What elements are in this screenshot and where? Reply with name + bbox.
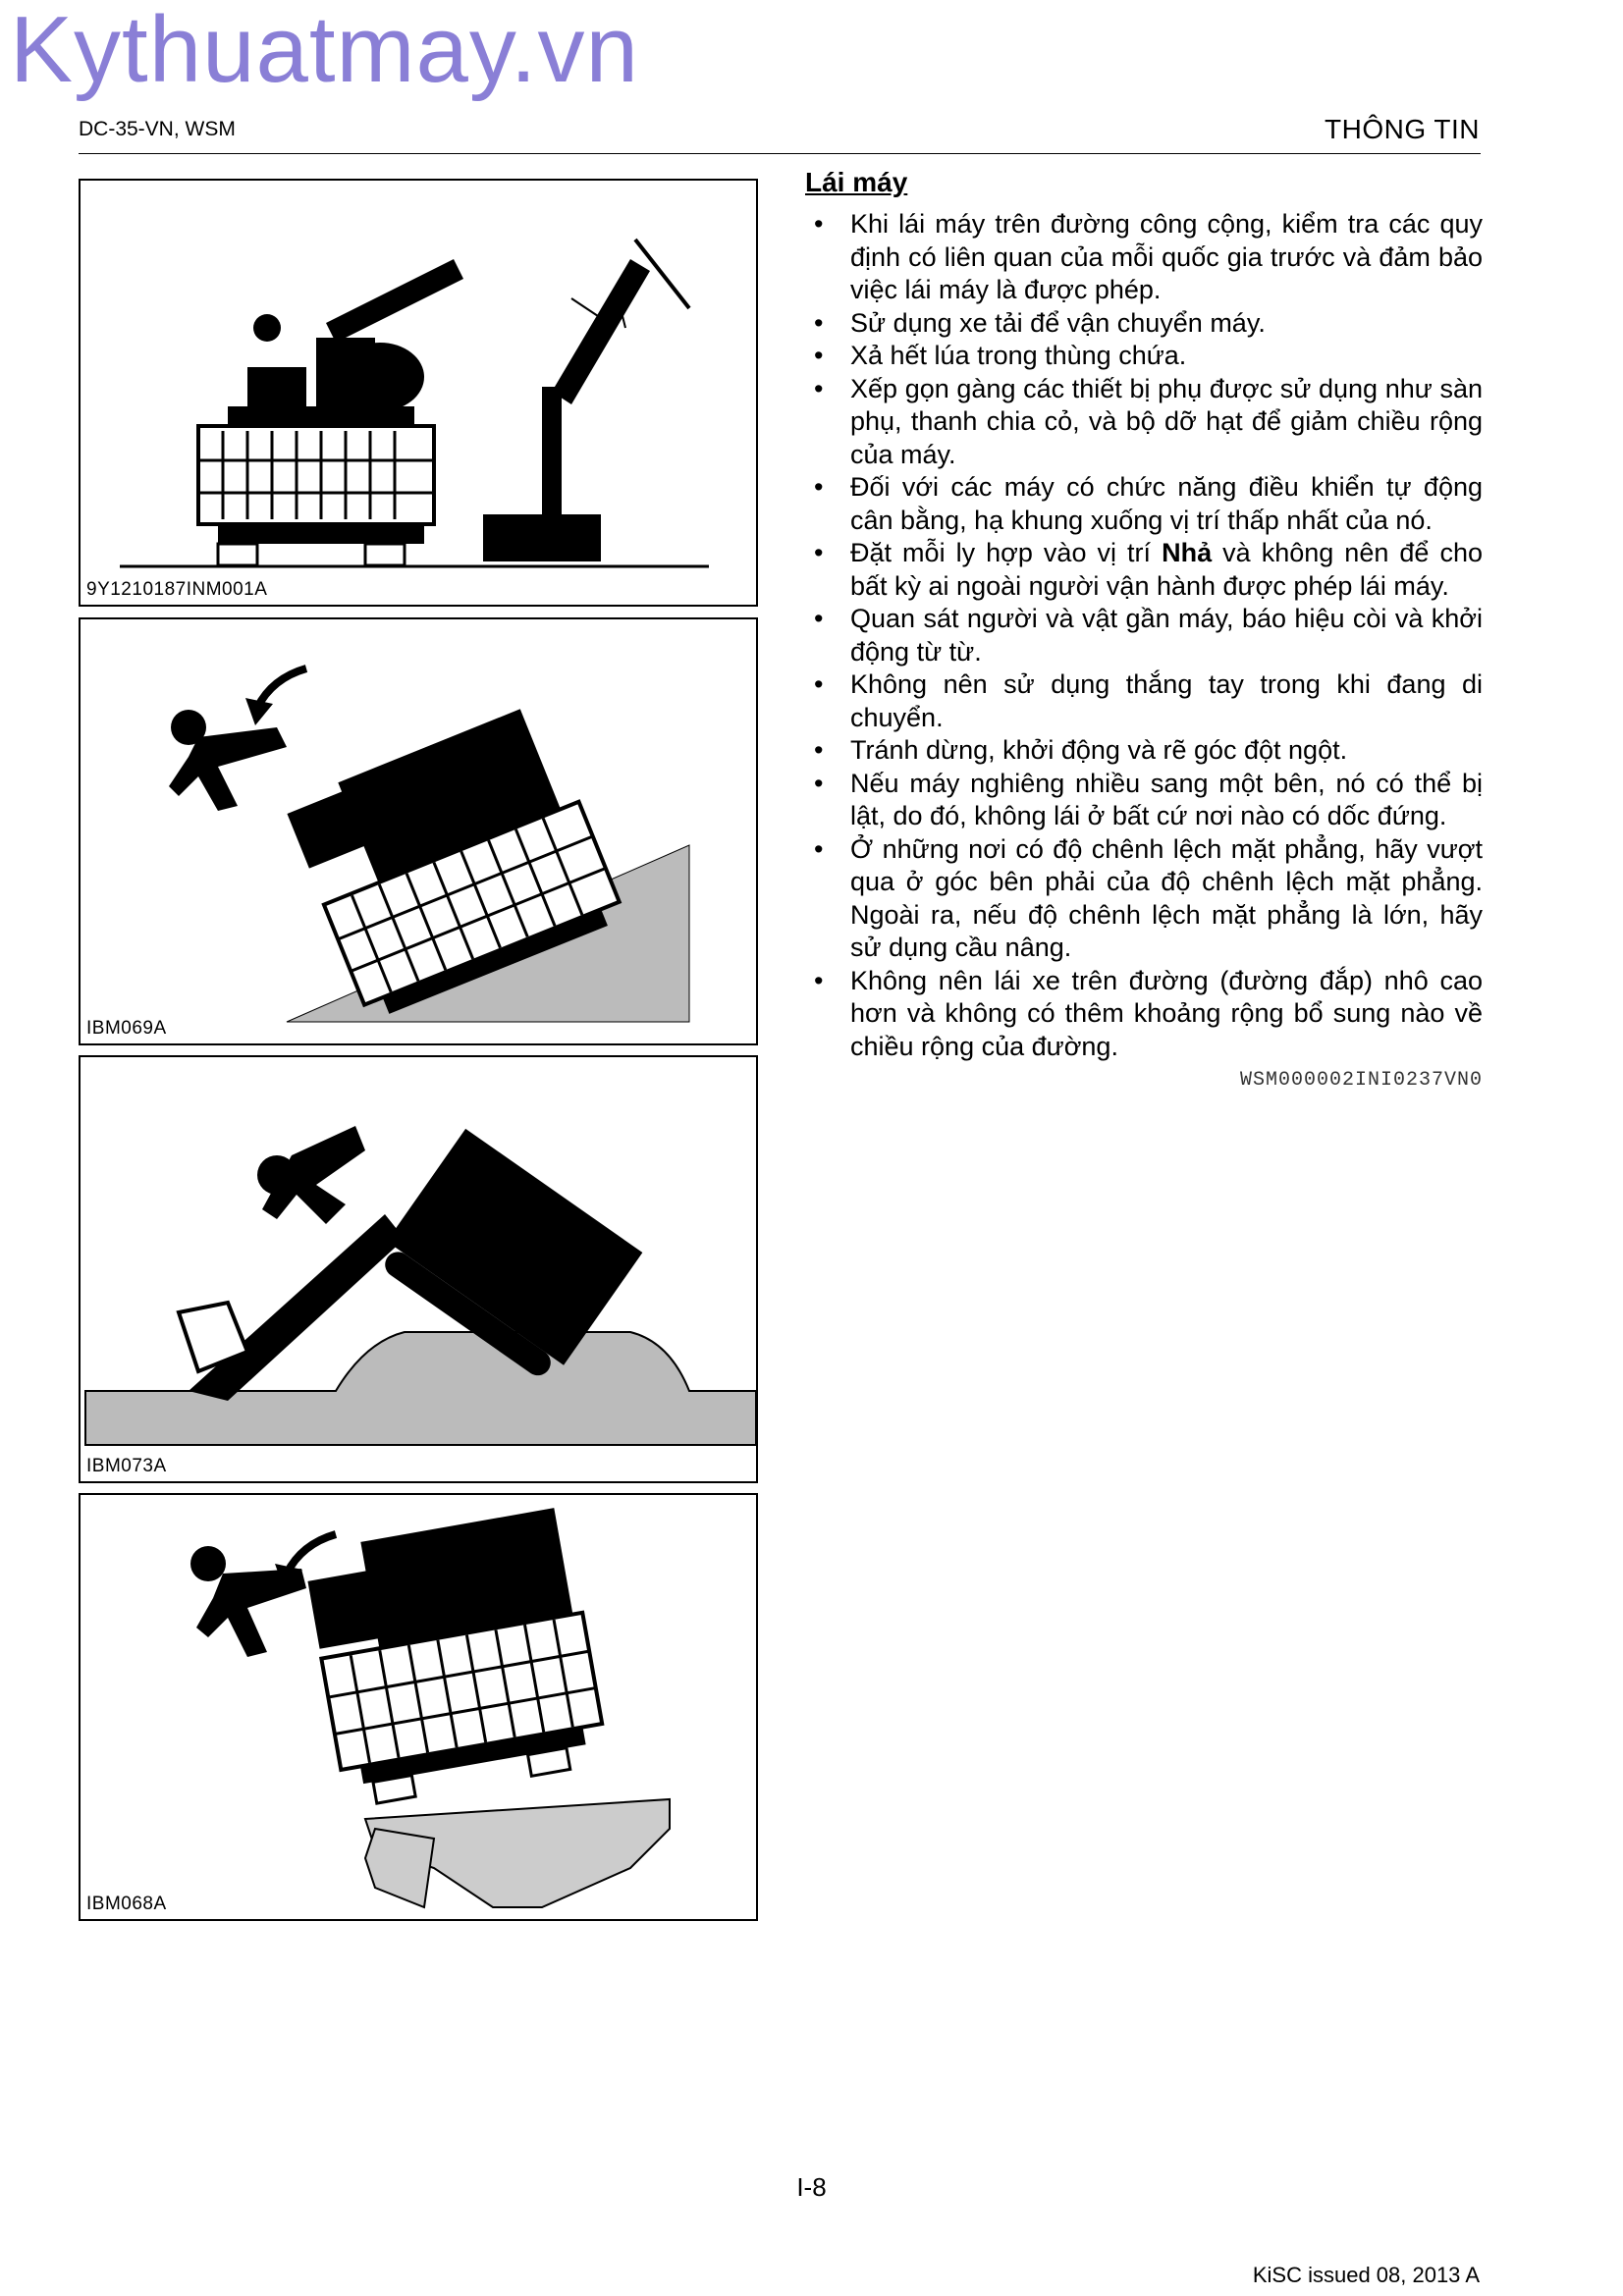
bullet-icon: • (814, 604, 824, 633)
bullet-icon: • (814, 209, 824, 239)
list-item: • Khi lái máy trên đường công cộng, kiểm tra các quy định có liên quan của mỗi quốc gia trước và đảm bảo việc lái máy là được phép. (814, 209, 1483, 304)
figure-caption: IBM073A (86, 1456, 167, 1476)
list-item: • Không nên sử dụng thắng tay trong khi đang di chuyển. (814, 669, 1483, 732)
driving-section (805, 167, 1483, 1092)
bullet-icon: • (814, 373, 824, 403)
figure-crane-lift (79, 179, 758, 607)
figure-slope-tipping (79, 617, 758, 1045)
list-item: • Xếp gọn gàng các thiết bị phụ được sử dụng như sàn phụ, thanh chia cỏ, và bộ dỡ hạt để giảm chiều rộng của máy. (814, 373, 1483, 469)
header-section-title: THÔNG TIN (1325, 114, 1480, 144)
bullet-icon: • (814, 735, 824, 765)
list-item: • Tránh dừng, khởi động và rẽ góc đột ngột. (805, 734, 1483, 768)
header-rule (79, 153, 1481, 154)
list-item: • Đặt mỗi ly hợp vào vị trí Nhả và không nên để cho bất kỳ ai ngoài người vận hành được phép lái máy. (814, 538, 1483, 601)
list-item: • Ở những nơi có độ chênh lệch mặt phẳng, hãy vượt qua ở góc bên phải của độ chênh lệch mặt phẳng. Ngoài ra, nếu độ chênh lệch mặt phẳng là lớn, hãy sử dụng cầu nâng. (814, 833, 1483, 962)
figure-caption: IBM068A (86, 1894, 167, 1914)
list-item: • Không nên lái xe trên đường (đường đắp) nhô cao hơn và không có thêm khoảng rộng bổ sung nào về chiều rộng của đường. (814, 965, 1483, 1061)
combine-crane-lift-illustration (81, 181, 756, 605)
list-item: • Quan sát người và vật gần máy, báo hiệu còi và khởi động từ từ. (814, 604, 1483, 667)
figure-obstacle-overturn (79, 1055, 758, 1483)
combine-falling-at-edge-illustration (81, 1495, 756, 1919)
watermark-logo: Kythuatmay.vn (10, 0, 639, 102)
figure-caption: 9Y1210187INM001A (86, 579, 268, 600)
bullet-icon: • (814, 833, 824, 864)
bullet-icon: • (814, 472, 824, 502)
list-item: • Xả hết lúa trong thùng chứa. (805, 340, 1483, 373)
combine-overturning-obstacle-illustration (81, 1057, 756, 1481)
figure-edge-fall (79, 1493, 758, 1921)
list-item: • Đối với các máy có chức năng điều khiển tự động cân bằng, hạ khung xuống vị trí thấp nhất của nó. (814, 472, 1483, 535)
bullet-icon: • (814, 768, 824, 798)
bullet-icon: • (814, 307, 824, 338)
section-title: Lái máy (805, 167, 908, 197)
bullet-icon: • (814, 965, 824, 995)
document-code: WSM000002INI0237VN0 (1239, 1069, 1483, 1092)
clutch-release-term: Nhả (1162, 538, 1213, 567)
header-doc-id: DC-35-VN, WSM (79, 118, 236, 140)
list-item: • Nếu máy nghiêng nhiều sang một bên, nó có thể bị lật, do đó, không lái ở bất cứ nơi nào có dốc đứng. (814, 768, 1483, 830)
bullet-icon: • (814, 538, 824, 567)
driving-rules-list (805, 208, 1483, 1063)
issue-info: KiSC issued 08, 2013 A (1252, 2263, 1480, 2287)
bullet-icon: • (814, 669, 824, 699)
bullet-icon: • (814, 341, 824, 370)
combine-tipping-on-slope-illustration (81, 619, 756, 1043)
figure-caption: IBM069A (86, 1018, 167, 1039)
page-number: I-8 (796, 2172, 827, 2202)
list-item: • Sử dụng xe tải để vận chuyển máy. (805, 307, 1483, 341)
